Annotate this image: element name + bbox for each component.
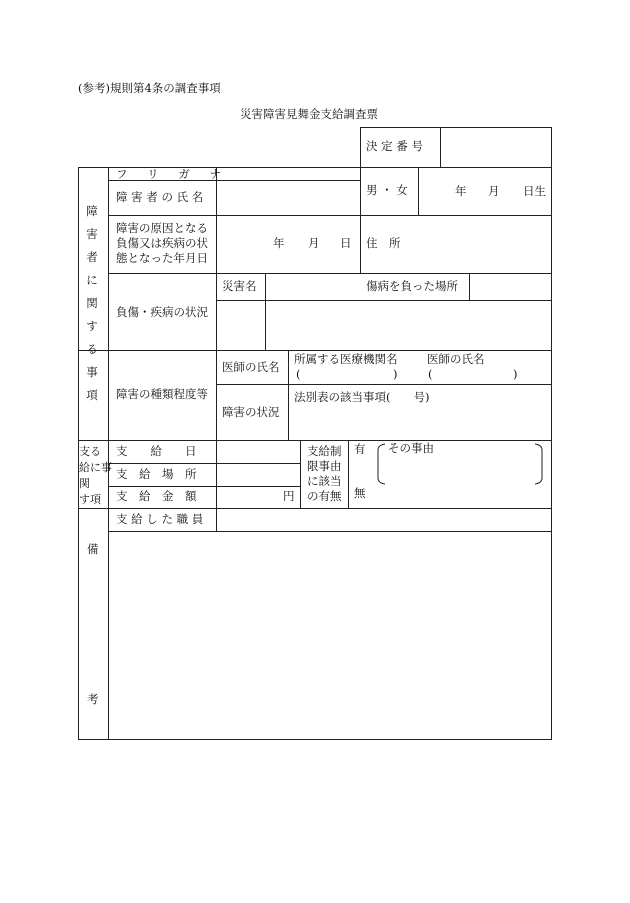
name-label: 障 害 者 の 氏 名 [116, 190, 204, 204]
pay-amount-label: 支 給 金 額 [116, 489, 197, 503]
disability-status-label: 障害の状況 [222, 405, 280, 419]
injury-status-label: 負傷・疾病の状況 [116, 305, 208, 319]
disaster-name-label: 災害名 [222, 279, 257, 293]
doctor-name-label: 医師の氏名 [222, 360, 280, 374]
cause-day: 日 [340, 236, 352, 250]
injury-place-label: 傷病を負った場所 [366, 279, 458, 293]
notes-label-top: 備 [87, 542, 99, 556]
doctor-paren-close: ) [513, 367, 518, 381]
doctor-name-label-2: 医師の氏名 [427, 352, 485, 366]
restriction-no: 無 [354, 486, 366, 500]
notes-label-bottom: 考 [87, 692, 99, 706]
institution-paren-open: ( [296, 367, 301, 381]
birth-year: 年 [455, 184, 467, 198]
restriction-yes: 有 [354, 442, 366, 456]
birth-day: 日生 [523, 184, 546, 198]
address-label: 住 所 [366, 236, 401, 250]
cause-year: 年 [273, 236, 285, 250]
disability-type-label: 障害の種類程度等 [116, 387, 208, 401]
institution-paren-close: ) [393, 367, 398, 381]
pay-date-label: 支 給 日 [116, 444, 197, 458]
staff-label: 支 給 し た 職 員 [116, 512, 204, 526]
birth-month: 月 [488, 184, 500, 198]
medical-institution-label: 所属する医療機関名 [294, 352, 398, 366]
gender-label: 男 ・ 女 [366, 183, 408, 197]
reference-note: (参考)規則第4条の調査事項 [78, 81, 221, 95]
law-table-label: 法別表の該当事項( 号) [294, 390, 430, 404]
reason-bracket-left [376, 444, 386, 484]
decision-number-label: 決 定 番 号 [366, 139, 423, 153]
disabled-person-section-label: 障 害 者 に 関 す る 事 項 [86, 204, 98, 402]
reason-bracket-right [534, 444, 544, 484]
pay-place-label: 支 給 場 所 [116, 467, 197, 481]
yen-unit: 円 [283, 489, 295, 503]
furigana-label: フ リ ガ ナ [116, 167, 229, 181]
reason-label: その事由 [388, 441, 434, 455]
doctor-paren-open: ( [428, 367, 433, 381]
form-title: 災害障害見舞金支給調査票 [240, 107, 378, 121]
cause-month: 月 [308, 236, 320, 250]
